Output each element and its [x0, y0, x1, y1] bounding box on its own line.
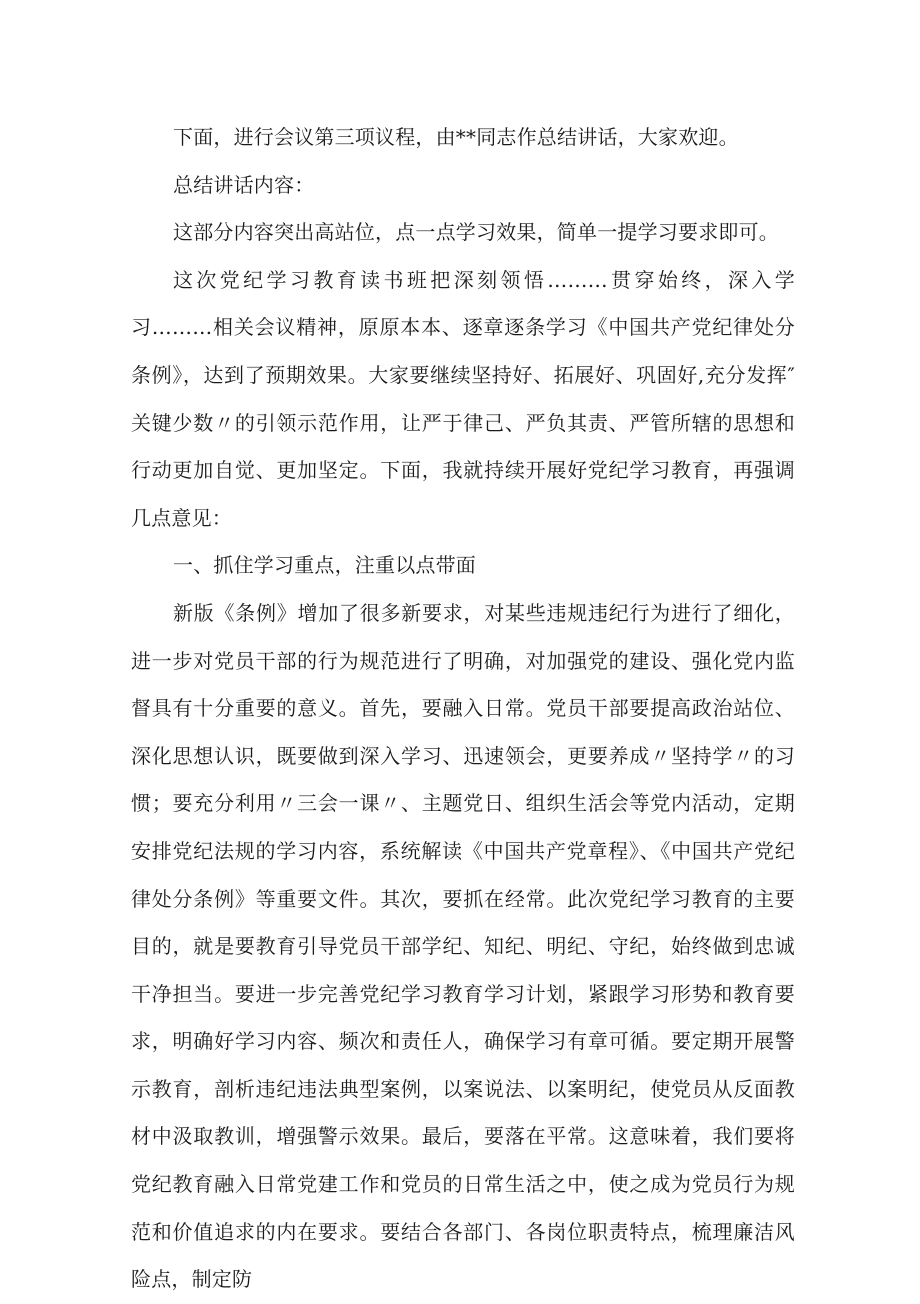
section-heading-1: 一、抓住学习重点，注重以点带面: [173, 553, 476, 578]
paragraph-study-effect: 这次党纪学习教育读书班把深刻领悟………贯穿始终，深入学习………相关会议精神，原原本本、逐章逐条学习《中国共产党纪律处分条例》，达到了预期效果。大家要继续坚持好、拓展好、巩固好,充分发挥″关键少数〃的引领示范作用，让严于律己、严负其责、严管所辖的思想和行动更加自觉、更加坚定。下面，我就持续开展好党纪学习教育，再强调几点意见：: [131, 267, 795, 530]
paragraph-new-regulations: 新版《条例》增加了很多新要求，对某些违规违纪行为进行了细化，进一步对党员干部的行为规范进行了明确，对加强党的建设、强化党内监督具有十分重要的意义。首先，要融入日常。党员干部要提高政治站位、深化思想认识，既要做到深入学习、迅速领会，更要养成〃坚持学〃的习惯；要充分利用〃三会一课〃、主题党日、组织生活会等党内活动，定期安排党纪法规的学习内容，系统解读《中国共产党章程》、《中国共产党纪律处分条例》等重要文件。其次，要抓在经常。此次党纪学习教育的主要目的，就是要教育引导党员干部学纪、知纪、明纪、守纪，始终做到忠诚干净担当。要进一步完善党纪学习教育学习计划，紧跟学习形势和教育要求，明确好学习内容、频次和责任人，确保学习有章可循。要定期开展警示教育，剖析违纪违法典型案例，以案说法、以案明纪，使党员从反面教材中汲取教训，增强警示效果。最后，要落在平常。这意味着，我们要将党纪教育融入日常党建工作和党员的日常生活之中，使之成为党员行为规范和价值追求的内在要求。要结合各部门、各岗位职责特点，梳理廉洁风险点，制定防: [131, 600, 795, 1292]
paragraph-summary-label: 总结讲话内容：: [173, 172, 315, 197]
paragraph-summary-note: 这部分内容突出高站位，点一点学习效果，简单一提学习要求即可。: [173, 220, 779, 245]
paragraph-agenda-intro: 下面，进行会议第三项议程，由**同志作总结讲话，大家欢迎。: [173, 125, 739, 149]
document-body: [131, 114, 795, 1304]
